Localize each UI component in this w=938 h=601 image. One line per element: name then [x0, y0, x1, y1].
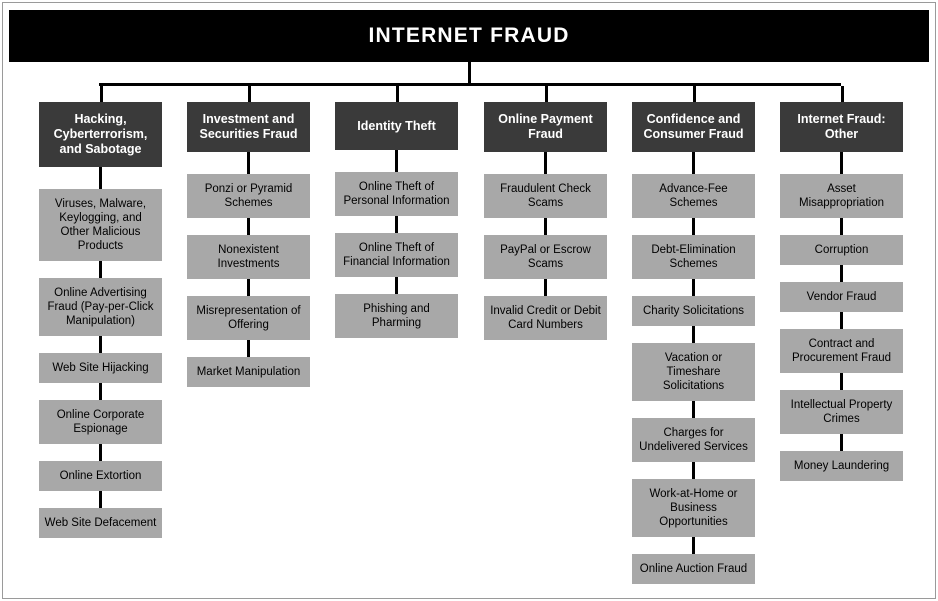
- branch-node[interactable]: Market Manipulation: [187, 357, 310, 387]
- branch-node[interactable]: Online Advertising Fraud (Pay-per-Click Manipulation): [39, 278, 162, 336]
- node-connector: [247, 340, 250, 357]
- node-connector: [395, 277, 398, 294]
- branch-node[interactable]: Online Corporate Espionage: [39, 400, 162, 444]
- branch-drop-connector: [841, 86, 844, 102]
- branch-node[interactable]: Charges for Undelivered Services: [632, 418, 755, 462]
- branch-node[interactable]: Web Site Hijacking: [39, 353, 162, 383]
- branch-node[interactable]: Vacation or Timeshare Solicitations: [632, 343, 755, 401]
- branch-column: [187, 102, 310, 387]
- branch-node[interactable]: Phishing and Pharming: [335, 294, 458, 338]
- branch-node-list: [187, 152, 310, 387]
- branch-column: [632, 102, 755, 584]
- branch-node[interactable]: PayPal or Escrow Scams: [484, 235, 607, 279]
- branch-column: [484, 102, 607, 340]
- branch-node-list: [335, 150, 458, 338]
- branch-node[interactable]: Work-at-Home or Business Opportunities: [632, 479, 755, 537]
- node-connector: [99, 491, 102, 508]
- node-connector: [99, 383, 102, 400]
- node-connector: [840, 434, 843, 451]
- branch-node[interactable]: Misrepresentation of Offering: [187, 296, 310, 340]
- node-connector: [692, 218, 695, 235]
- branch-node[interactable]: Debt-Elimination Schemes: [632, 235, 755, 279]
- node-connector: [395, 216, 398, 233]
- branch-header[interactable]: Online Payment Fraud: [484, 102, 607, 152]
- node-connector: [692, 537, 695, 554]
- branch-drop-connector: [100, 86, 103, 102]
- node-connector: [247, 152, 250, 174]
- page-title: INTERNET FRAUD: [368, 24, 570, 47]
- branch-node[interactable]: Contract and Procurement Fraud: [780, 329, 903, 373]
- branch-header[interactable]: Internet Fraud: Other: [780, 102, 903, 152]
- node-connector: [99, 261, 102, 278]
- node-connector: [99, 167, 102, 189]
- branch-header[interactable]: Identity Theft: [335, 102, 458, 150]
- branch-node[interactable]: Ponzi or Pyramid Schemes: [187, 174, 310, 218]
- branch-drop-connector: [693, 86, 696, 102]
- branch-header[interactable]: Hacking, Cyberterrorism, and Sabotage: [39, 102, 162, 167]
- branch-node-list: [39, 167, 162, 538]
- branch-header[interactable]: Confidence and Consumer Fraud: [632, 102, 755, 152]
- branch-node-list: [632, 152, 755, 584]
- node-connector: [840, 265, 843, 282]
- branch-node[interactable]: Invalid Credit or Debit Card Numbers: [484, 296, 607, 340]
- branch-node[interactable]: Vendor Fraud: [780, 282, 903, 312]
- node-connector: [840, 373, 843, 390]
- branch-node[interactable]: Online Extortion: [39, 461, 162, 491]
- node-connector: [99, 336, 102, 353]
- branch-node[interactable]: Corruption: [780, 235, 903, 265]
- branch-node[interactable]: Online Theft of Financial Information: [335, 233, 458, 277]
- node-connector: [247, 279, 250, 296]
- branch-node[interactable]: Web Site Defacement: [39, 508, 162, 538]
- branch-node[interactable]: Fraudulent Check Scams: [484, 174, 607, 218]
- branch-node[interactable]: Charity Solicitations: [632, 296, 755, 326]
- node-connector: [840, 312, 843, 329]
- branch-node-list: [484, 152, 607, 340]
- branch-drop-connector: [248, 86, 251, 102]
- node-connector: [99, 444, 102, 461]
- node-connector: [692, 401, 695, 418]
- branch-node[interactable]: Online Theft of Personal Information: [335, 172, 458, 216]
- branch-node[interactable]: Online Auction Fraud: [632, 554, 755, 584]
- branch-drop-connector: [545, 86, 548, 102]
- branch-header[interactable]: Investment and Securities Fraud: [187, 102, 310, 152]
- branch-node-list: [780, 152, 903, 481]
- branch-node[interactable]: Intellectual Property Crimes: [780, 390, 903, 434]
- branch-column: [39, 102, 162, 538]
- branch-node[interactable]: Asset Misappropriation: [780, 174, 903, 218]
- node-connector: [692, 462, 695, 479]
- node-connector: [692, 326, 695, 343]
- node-connector: [544, 218, 547, 235]
- node-connector: [840, 218, 843, 235]
- branch-node[interactable]: Nonexistent Investments: [187, 235, 310, 279]
- branch-drop-connector: [396, 86, 399, 102]
- node-connector: [247, 218, 250, 235]
- branch-column: [780, 102, 903, 481]
- branch-node[interactable]: Advance-Fee Schemes: [632, 174, 755, 218]
- node-connector: [692, 279, 695, 296]
- branch-node[interactable]: Money Laundering: [780, 451, 903, 481]
- node-connector: [395, 150, 398, 172]
- node-connector: [544, 279, 547, 296]
- node-connector: [840, 152, 843, 174]
- node-connector: [692, 152, 695, 174]
- branch-node[interactable]: Viruses, Malware, Keylogging, and Other Malicious Products: [39, 189, 162, 261]
- node-connector: [544, 152, 547, 174]
- branch-column: [335, 102, 458, 338]
